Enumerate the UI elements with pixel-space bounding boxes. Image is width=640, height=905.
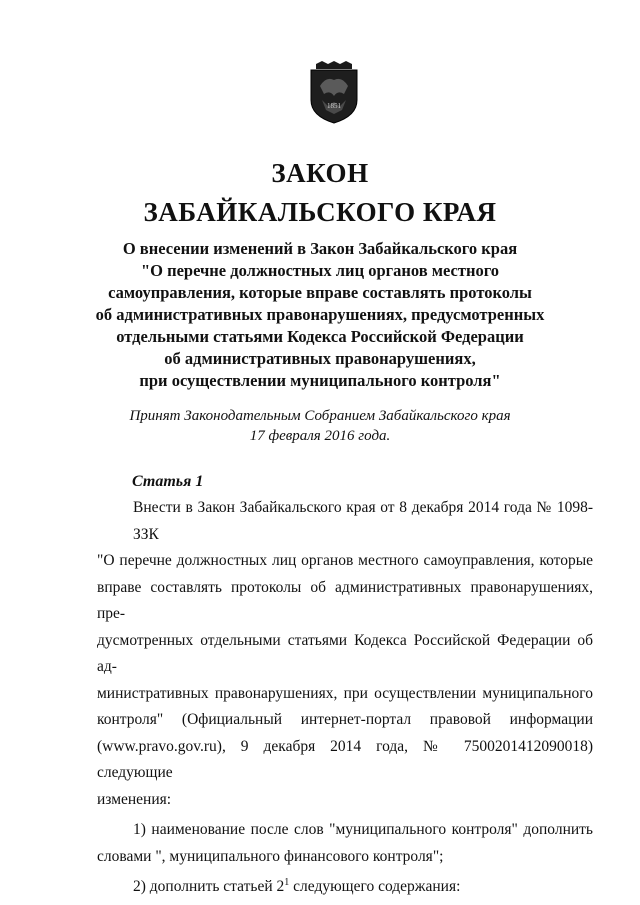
list-item (97, 817, 593, 870)
adoption-note (60, 406, 580, 446)
article-body (97, 495, 593, 901)
text-line: (www.pravo.gov.ru), 9 декабря 2014 года, № 7500201412090018) следующие (97, 737, 593, 781)
superscript: 1 (284, 876, 290, 888)
adoption-date: 17 февраля 2016 года. (249, 428, 391, 444)
law-subject (60, 238, 580, 392)
text-line: 1) наименование после слов "муниципального контроля" дополнить (133, 821, 593, 838)
svg-text:1851: 1851 (327, 102, 341, 110)
zabaykalsky-coat-of-arms-icon (308, 60, 360, 124)
adoption-line: Принят Законодательным Собранием Забайкальского края (129, 408, 511, 424)
text-line: словами ", муниципального финансового контроля"; (97, 847, 444, 865)
text-line: Внести в Закон Забайкальского края от 8 декабря 2014 года № 1098-ЗЗК (133, 499, 593, 543)
text-line: контроля" (Официальный интернет-портал правовой информации (97, 711, 593, 728)
text-line: "О перечне должностных лиц органов местного самоуправления, которые (97, 552, 593, 569)
coat-of-arms-icon (308, 60, 360, 124)
list-item (97, 874, 593, 901)
subject-line: "О перечне должностных лиц органов местного (140, 261, 500, 280)
subject-line: об административных правонарушениях, (164, 349, 476, 368)
subject-line: об административных правонарушениях, предусмотренных (95, 305, 545, 324)
paragraph (97, 495, 593, 813)
subject-line: О внесении изменений в Закон Забайкальского края (122, 239, 518, 258)
subject-line: самоуправления, которые вправе составлять протоколы (108, 283, 532, 302)
subject-line: отдельными статьями Кодекса Российской Федерации (116, 327, 524, 346)
law-title: ЗАКОН (271, 158, 369, 188)
text-line: вправе составлять протоколы об административных правонарушениях, пре- (97, 578, 593, 622)
text-line: министративных правонарушениях, при осуществлении муниципального (97, 684, 593, 702)
article-heading: Статья 1 (132, 473, 204, 490)
text-line: изменения: (97, 790, 172, 808)
law-region-title: ЗАБАЙКАЛЬСКОГО КРАЯ (143, 197, 497, 227)
text-line: дусмотренных отдельными статьями Кодекса Российской Федерации об ад- (97, 631, 593, 675)
text-line: следующего содержания: (289, 878, 461, 895)
subject-line: при осуществлении муниципального контроля" (139, 371, 501, 390)
text-line: 2) дополнить статьей 2 (133, 878, 285, 895)
